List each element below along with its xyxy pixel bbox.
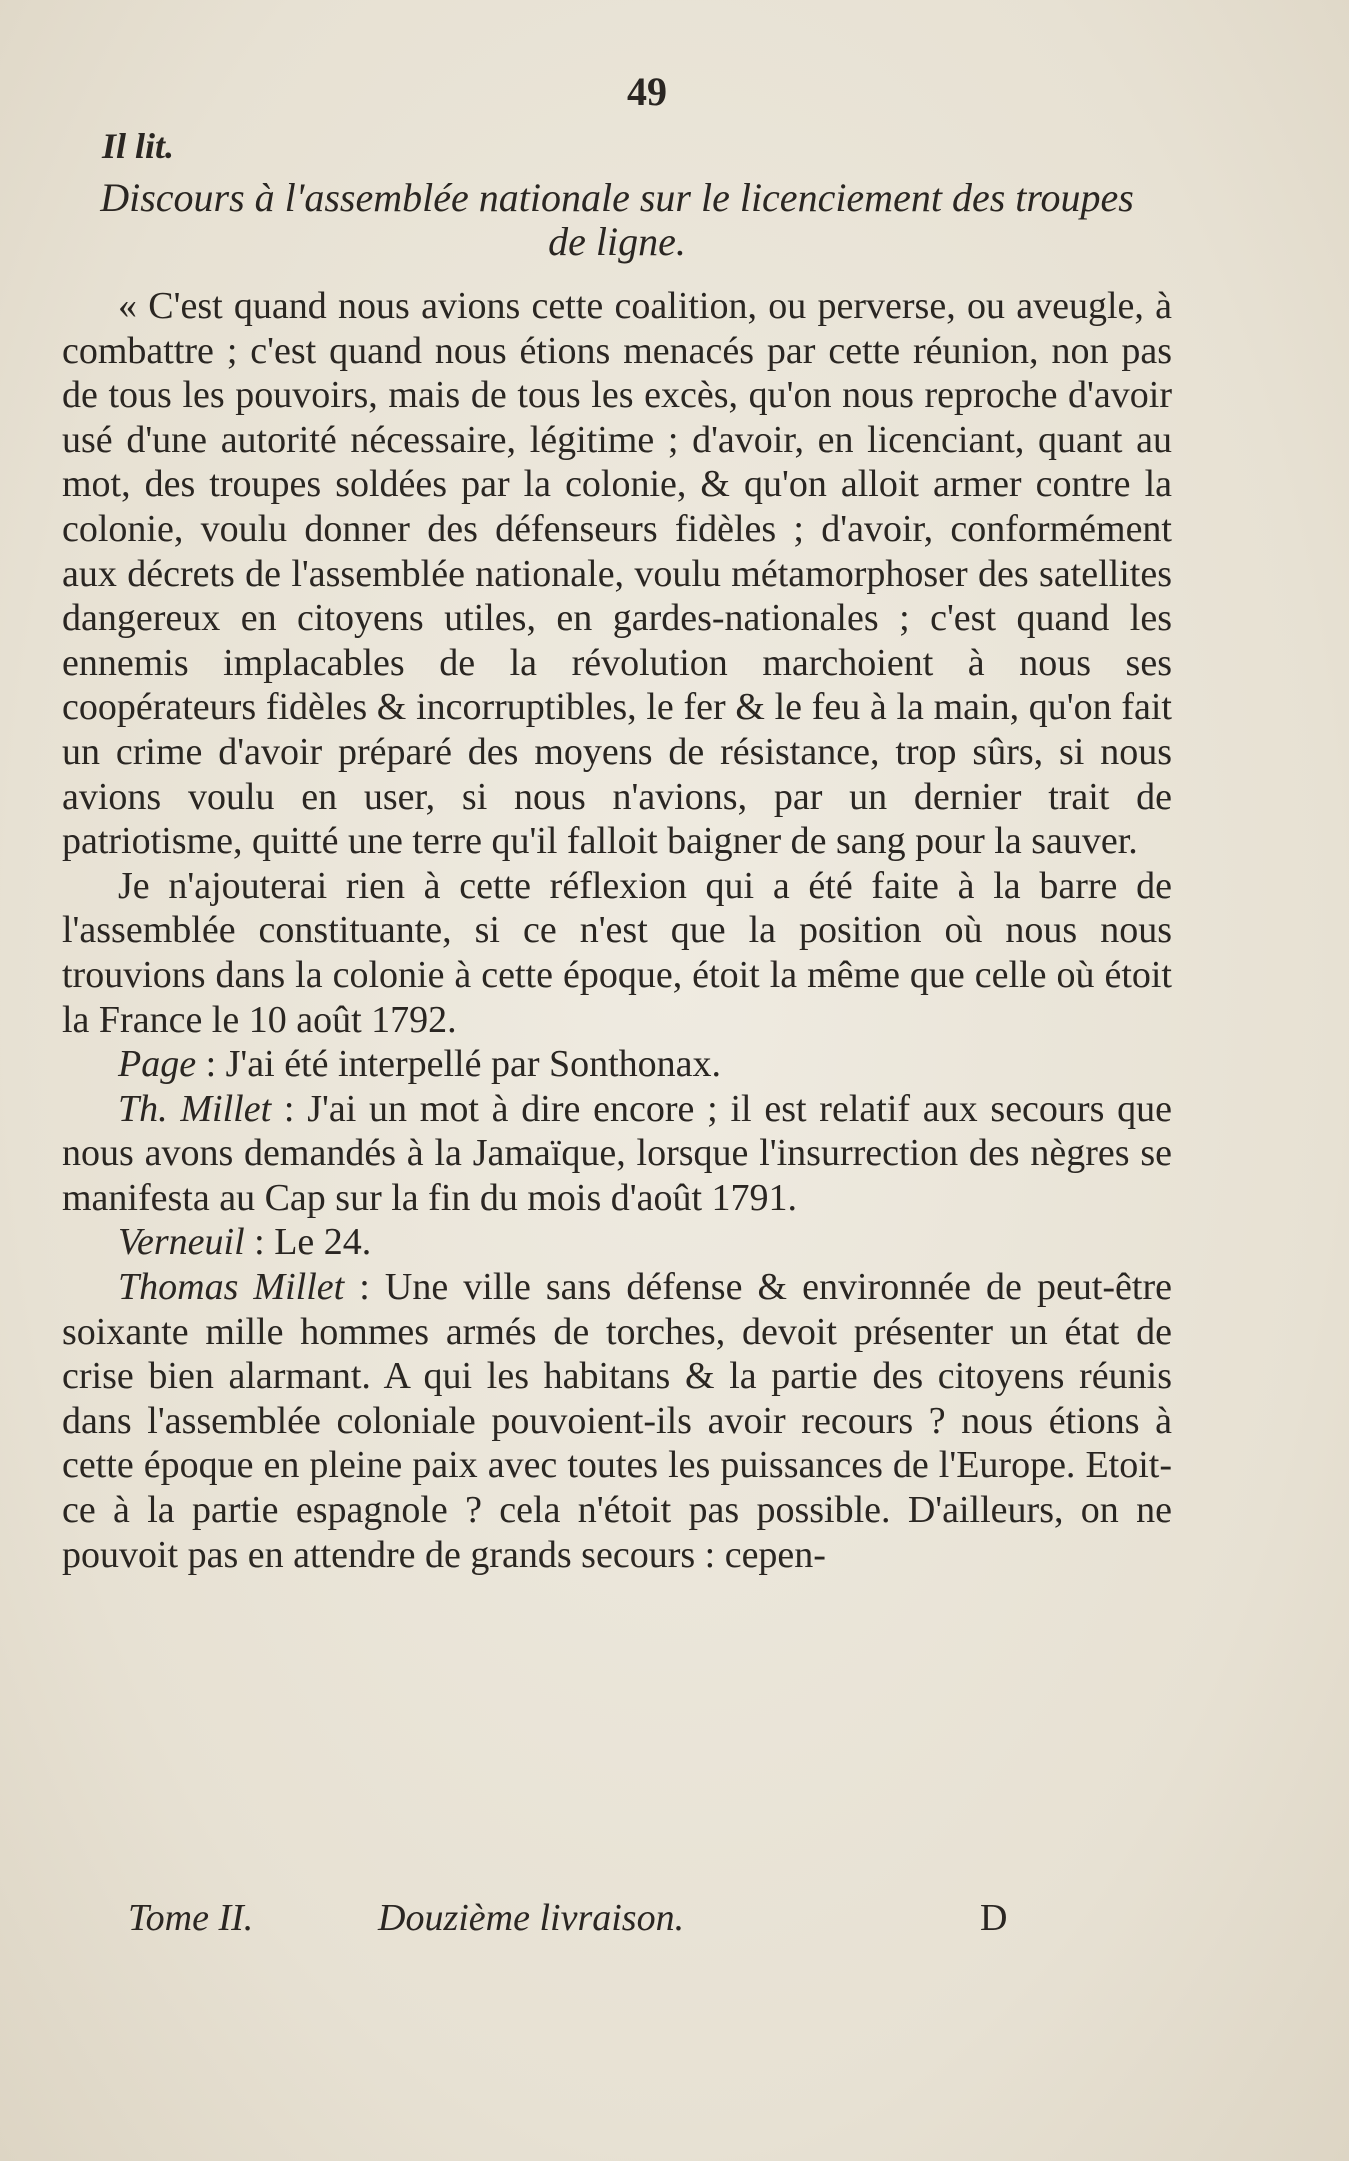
speaker-name: Th. Millet: [118, 1087, 272, 1130]
footer-signature-mark: D: [980, 1897, 1008, 1939]
speaker-text: : J'ai un mot à dire encore ; il est relatif aux secours que nous avons demandés à la Jamaïque, lorsque l'insurrection des nègres se manifesta au Cap sur la fin du mois d'août 1791.: [62, 1087, 1172, 1219]
speaker-name: Page: [118, 1043, 197, 1086]
paragraph-speech: « C'est quand nous avions cette coalition, ou perverse, ou aveugle, à combattre ; c'est quand nous étions menacés par cette réunion, non pas de tous les pouvoirs, mais de tous les excès, qu'on nous reproche d'avoir usé d'une autorité nécessaire, légitime ; d'avoir, en licenciant, quant au mot, des troupes soldées par la colonie, & qu'on alloit armer contre la colonie, voulu donner des défenseurs fidèles ; d'avoir, conformément aux décrets de l'assemblée nationale, voulu métamorphoser des satellites dangereux en citoyens utiles, en gardes-nationales ; c'est quand les ennemis implacables de la révolution marchoient à nous ses coopérateurs fidèles & incorruptibles, le fer & le feu à la main, qu'on fait un crime d'avoir préparé des moyens de résistance, trop sûrs, si nous avions voulu en user, si nous n'avions, par un dernier trait de patriotisme, quitté une terre qu'il falloit baigner de sang pour la sauver.: [62, 285, 1172, 863]
paragraph-reflection: Je n'ajouterai rien à cette réflexion qui a été faite à la barre de l'assemblée constituante, si ce n'est que la position où nous nous trouvions dans la colonie à cette époque, étoit la même que celle où étoit la France le 10 août 1792.: [62, 864, 1172, 1041]
exchange-th-millet: [62, 1087, 1172, 1221]
page-number: 49: [627, 69, 667, 114]
speaker-text: : J'ai été interpellé par Sonthonax.: [196, 1043, 722, 1086]
title-line-2: de ligne.: [548, 219, 686, 264]
page-content: [62, 70, 1172, 1577]
speaker-name: Verneuil: [118, 1221, 245, 1264]
exchange-verneuil: [62, 1220, 1172, 1265]
exchange-thomas-millet: [62, 1265, 1172, 1577]
exchange-page: [62, 1042, 1172, 1087]
speaker-name: Thomas Millet: [118, 1266, 345, 1309]
footer-tome: Tome II.: [128, 1897, 254, 1939]
footer-livraison: Douzième livraison.: [378, 1897, 685, 1939]
margin-marker: Il lit.: [102, 126, 175, 166]
title-line-1: Discours à l'assemblée nationale sur le licenciement des troupes: [100, 175, 1134, 220]
speaker-text: : Une ville sans défense & environnée de peut-être soixante mille hommes armés de torches, devoit présenter un état de crise bien alarmant. A qui les habitans & la partie des citoyens réunis dans l'assemblée coloniale pouvoient-ils avoir recours ? nous étions à cette époque en pleine paix avec toutes les puissances de l'Europe. Etoit-ce à la partie espagnole ? cela n'étoit pas possible. D'ailleurs, on ne pouvoit pas en attendre de grands secours : cepen-: [62, 1266, 1172, 1576]
speaker-text: : Le 24.: [244, 1221, 372, 1264]
section-title: [62, 176, 1172, 264]
